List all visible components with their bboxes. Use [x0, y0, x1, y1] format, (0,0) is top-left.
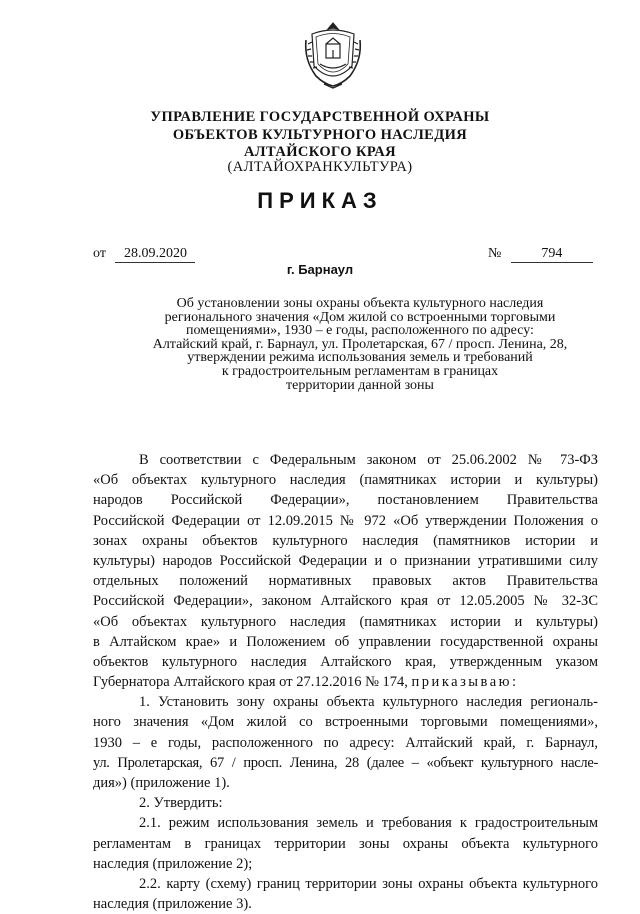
item-1-line: дия») (приложение 1). [93, 775, 230, 791]
subject-line: Алтайский край, г. Барнаул, ул. Пролетарская, 67 / просп. Ленина, 28, [152, 336, 568, 352]
date-prefix: от [93, 246, 106, 261]
city: г. Барнаул [286, 262, 354, 277]
body-line: зонах охраны объектов культурного наследия (памятников истории и [93, 532, 598, 549]
subject-line: помещениями», 1930 – е годы, расположенного по адресу: [186, 323, 534, 339]
body-line: отдельных положений нормативных правовых актов Правительства [93, 573, 598, 590]
agency-name-line-1: УПРАВЛЕНИЕ ГОСУДАРСТВЕННОЙ ОХРАНЫ [150, 109, 490, 125]
body-line-text: Губернатора Алтайского края от 27.12.2016 № 174, [93, 674, 408, 691]
item-2-1-line: регламентам в границах территории зоны охраны объекта культурного [93, 835, 598, 852]
item-2-2-line: 2.2. карту (схему) границ территории зоны охраны объекта культурного [139, 875, 598, 892]
item-1-line: 1. Установить зону охраны объекта культурного наследия региональ- [139, 694, 598, 711]
item-2-1-line: 2.1. режим использования земель и требования к градостроительным [139, 815, 598, 832]
subject-line: утверждении режима использования земель и требований [187, 350, 533, 366]
body-line: «Об объектах культурного наследия (памятниках истории и культуры) [93, 613, 598, 630]
body-line: объектов культурного наследия Алтайского края, утвержденным указом [93, 653, 598, 670]
body-line: «Об объектах культурного наследия (памятниках истории и культуры) [93, 472, 598, 489]
body-line: Российской Федерации», законом Алтайского края от 12.05.2005 № 32-ЗС [93, 593, 598, 610]
prikazyvayu: приказываю: [411, 674, 519, 691]
number-row [488, 246, 593, 263]
body-line: культуры) народов Российской Федерации и о признании утратившими силу [93, 552, 598, 569]
subject-line: территории данной зоны [286, 377, 434, 393]
altai-coat-of-arms-emblem [302, 20, 364, 90]
document-date: 28.09.2020 [115, 246, 195, 263]
body-line-last [93, 672, 598, 692]
body-line: народов Российской Федерации», постановлением Правительства [93, 492, 598, 509]
date-row [93, 246, 195, 263]
item-2-1-line: наследия (приложение 2); [93, 855, 253, 872]
body-line: В соответствии с Федеральным законом от 25.06.2002 № 73-ФЗ [139, 452, 598, 468]
item-1-line: ул. Пролетарская, 67 / просп. Ленина, 28 (далее – «объект культурного насле- [93, 754, 598, 771]
subject-line: Об установлении зоны охраны объекта культурного наследия [176, 296, 544, 311]
body-line: в Алтайском крае» и Положением об управлении государственной охраны [93, 633, 598, 650]
item-1-line: ного значения «Дом жилой со встроенными торговыми помещениями», [93, 714, 598, 731]
item-1-line: 1930 – е годы, расположенного по адресу: Алтайский край, г. Барнаул, [93, 734, 598, 751]
agency-abbreviation: (АЛТАЙОХРАНКУЛЬТУРА) [227, 159, 413, 175]
document-subject [120, 297, 600, 392]
agency-name-line-2: ОБЪЕКТОВ КУЛЬТУРНОГО НАСЛЕДИЯ [172, 127, 468, 143]
item-2-2-line: наследия (приложение 3). [93, 896, 252, 913]
body-line: Российской Федерации от 12.09.2015 № 972 «Об утверждении Положения о [93, 512, 598, 529]
document-number: 794 [511, 246, 593, 263]
item-2: 2. Утвердить: [139, 795, 223, 812]
subject-line: к градостроительным регламентам в границах [221, 363, 499, 379]
subject-line: регионального значения «Дом жилой со встроенными торговыми [164, 309, 556, 325]
number-prefix: № [488, 246, 502, 261]
document-type-title: ПРИКАЗ [257, 188, 383, 213]
document-body [93, 450, 598, 914]
agency-name-line-3: АЛТАЙСКОГО КРАЯ [243, 144, 397, 160]
